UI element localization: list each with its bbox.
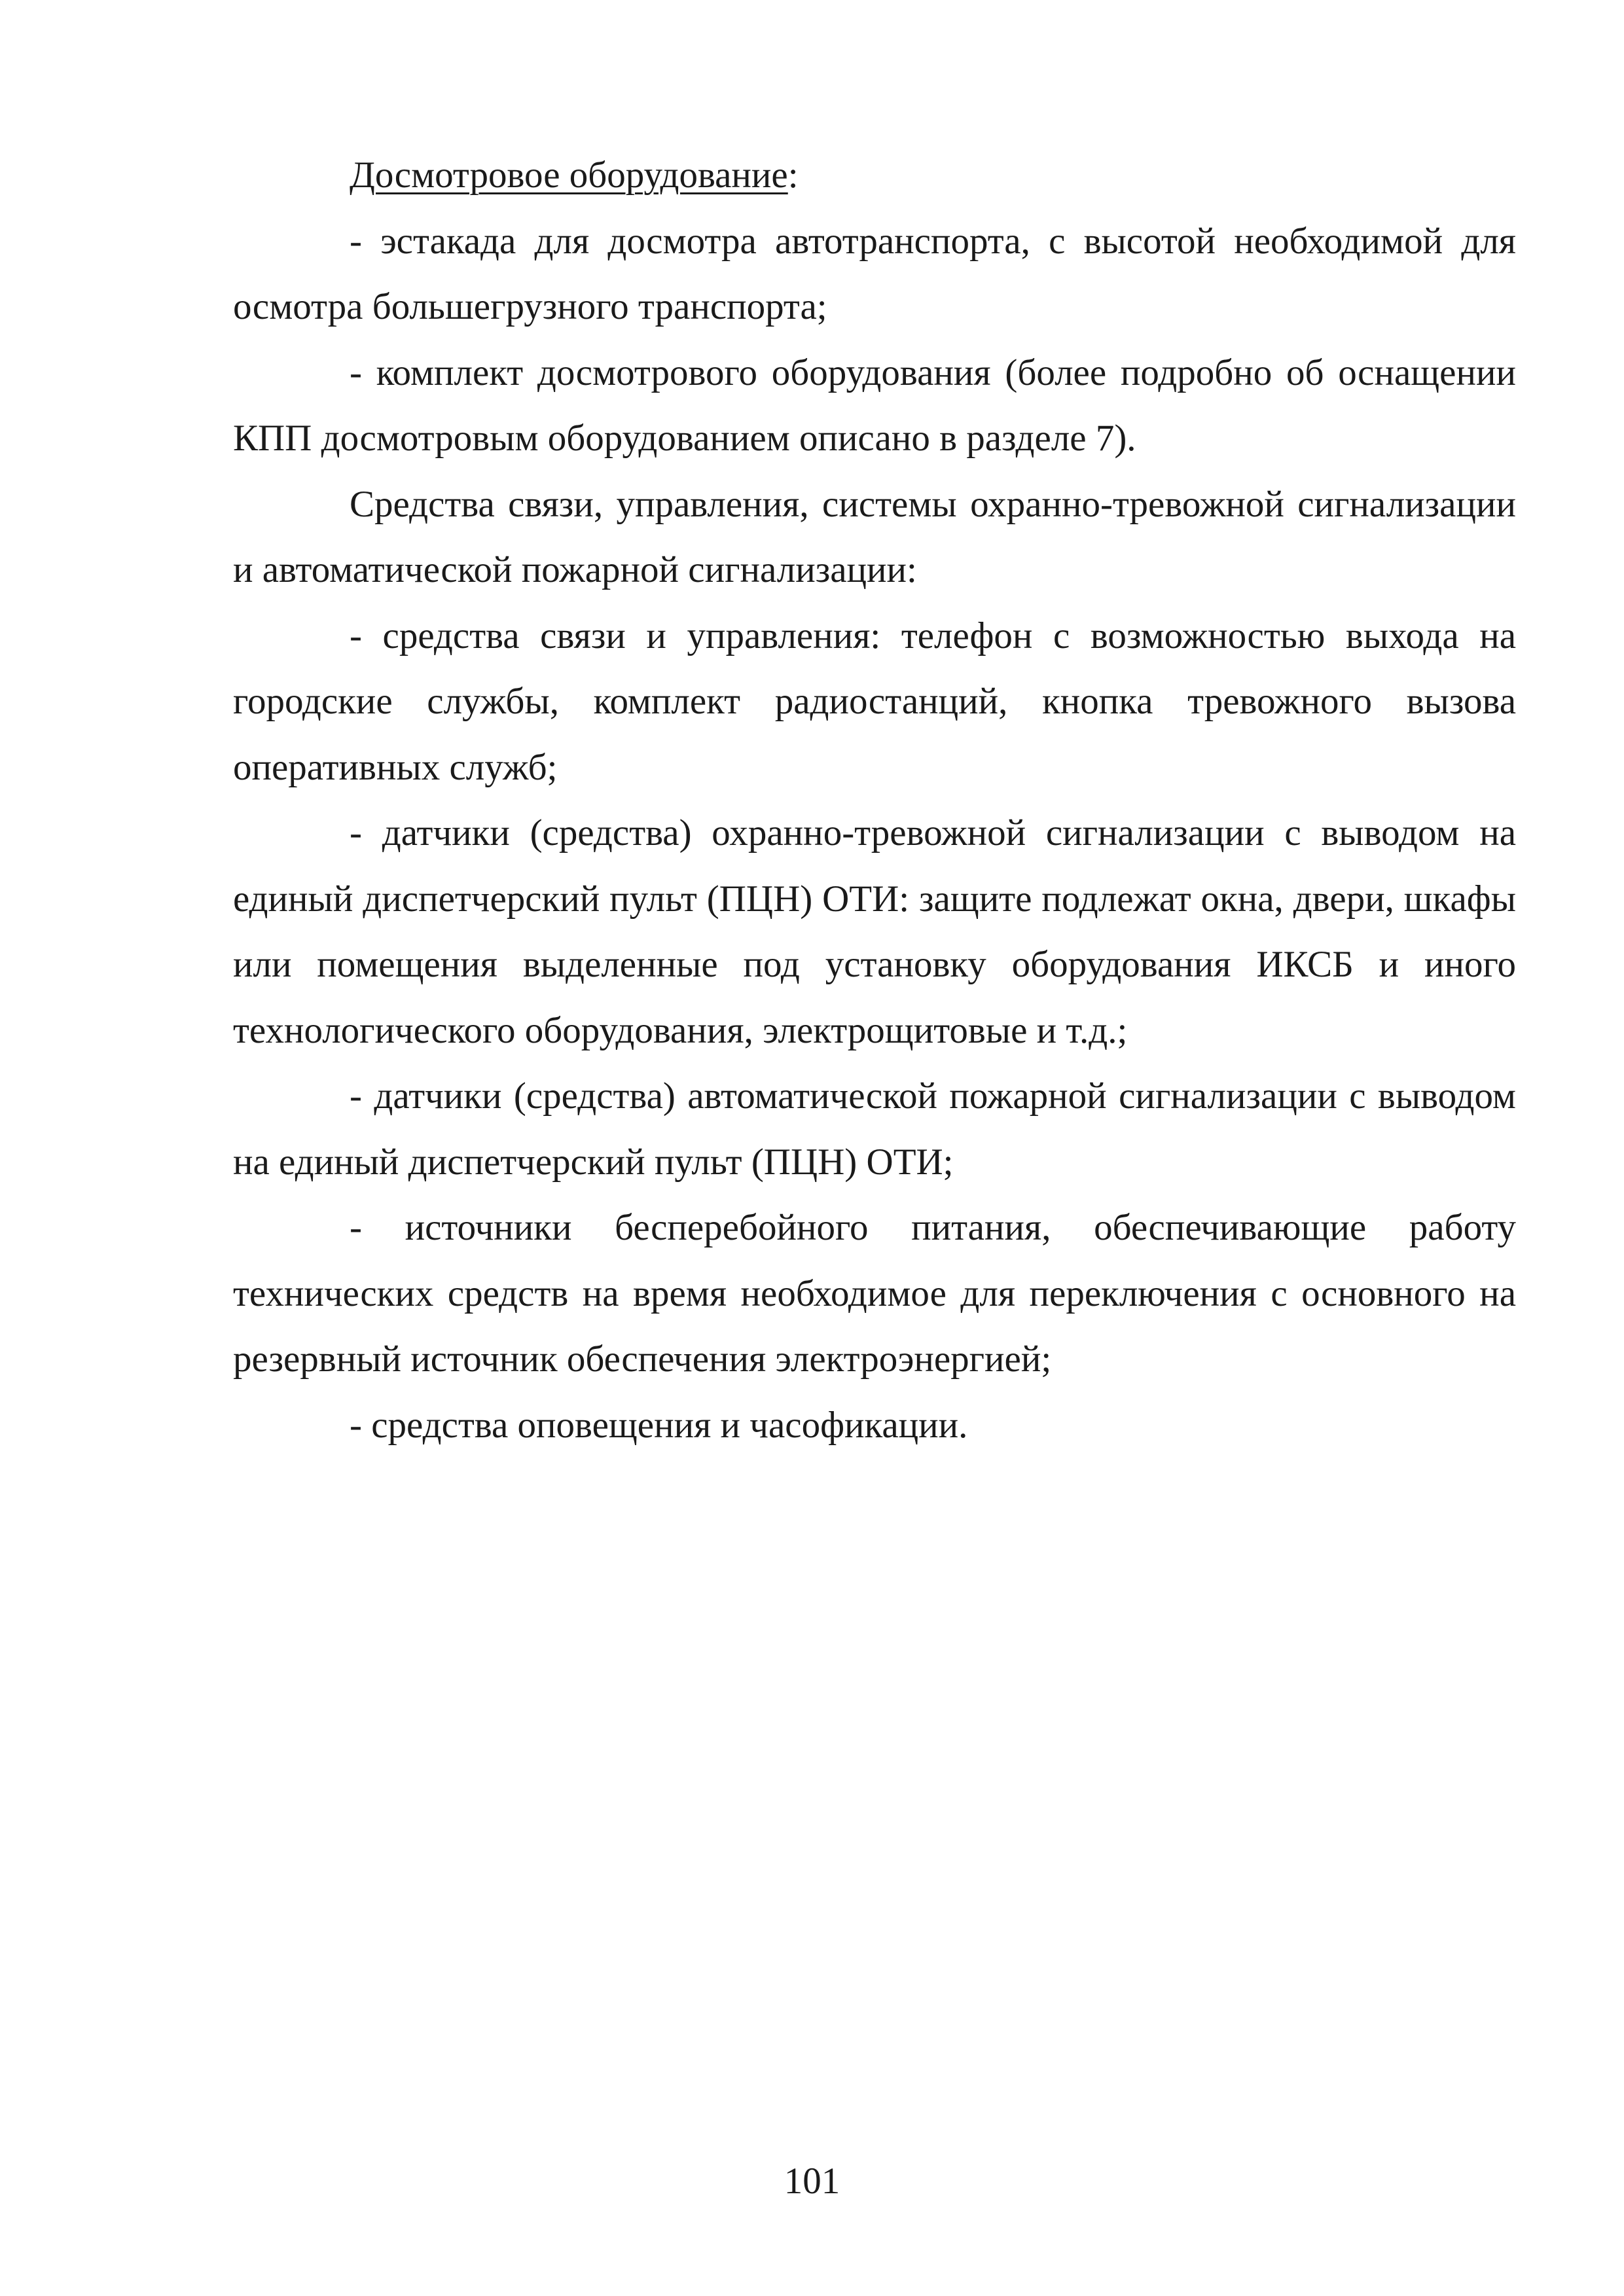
section-heading-text: Досмотровое оборудование [350, 154, 788, 196]
section-heading-colon: : [787, 154, 799, 196]
paragraph-ups: - источники бесперебойного питания, обеспечивающие работу технических средств на время необходимое для переключения с основного на резервный источник обеспечения электроэнергией; [233, 1207, 1516, 1380]
section-heading [233, 143, 1516, 209]
paragraph-communication-heading: Средства связи, управления, системы охранно-тревожной сигнализации и автоматической пожарной сигнализации: [233, 483, 1516, 590]
paragraph-notification: - средства оповещения и часофикации. [350, 1404, 968, 1446]
paragraph-overpass: - эстакада для досмотра автотранспорта, с высотой необходимой для осмотра большегрузного транспорта; [233, 220, 1516, 327]
paragraph-inspection-kit: - комплект досмотрового оборудования (более подробно об оснащении КПП досмотровым оборудованием описано в разделе 7). [233, 351, 1516, 459]
page-number: 101 [784, 2161, 840, 2202]
paragraph-security-sensors: - датчики (средства) охранно-тревожной сигнализации с выводом на единый диспетчерский пульт (ПЦН) ОТИ: защите подлежат окна, двери, шкафы или помещения выделенные под установку оборудования ИКСБ и иного технологического оборудования, электрощитовые и т.д.; [233, 812, 1516, 1051]
page-body [233, 143, 1516, 1458]
paragraph-fire-sensors: - датчики (средства) автоматической пожарной сигнализации с выводом на единый диспетчерский пульт (ПЦН) ОТИ; [233, 1075, 1516, 1183]
paragraph-communication-means: - средства связи и управления: телефон с возможностью выхода на городские службы, комплект радиостанций, кнопка тревожного вызова оперативных служб; [233, 615, 1516, 788]
